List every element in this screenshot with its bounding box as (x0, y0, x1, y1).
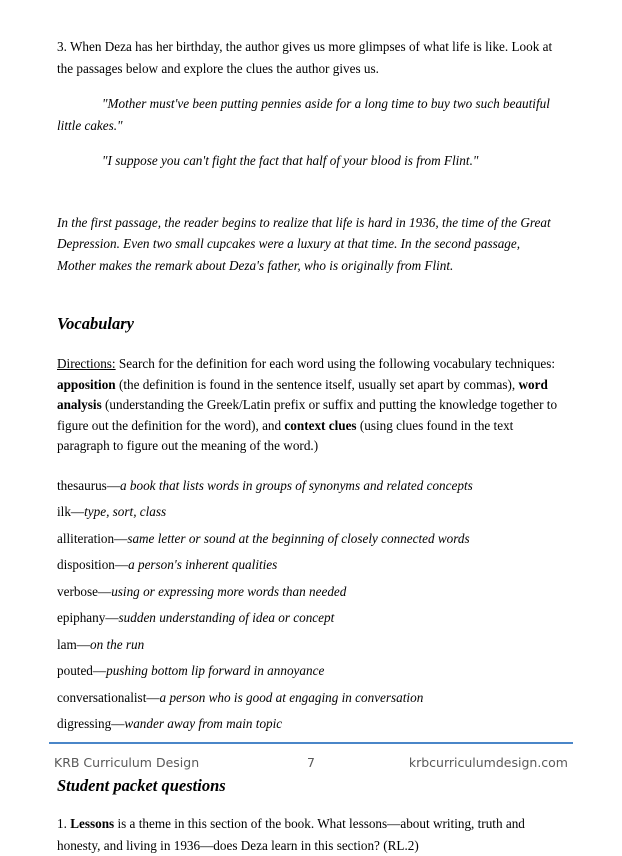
vocabulary-term: verbose (57, 583, 99, 599)
directions-label: Directions: (57, 356, 116, 371)
footer-page-number: 7 (307, 755, 315, 770)
passage-quote-1: "Mother must've been putting pennies aside for a long time to buy two such beautiful little cakes." (57, 96, 550, 133)
directions-part-2: (the definition is found in the sentence itself, usually set apart by commas), (115, 376, 516, 392)
vocabulary-entry (57, 663, 569, 679)
vocabulary-dash: — (70, 504, 85, 519)
vocabulary-definition: same letter or sound at the beginning of closely connected words (127, 530, 470, 546)
footer-row (49, 755, 573, 783)
vocabulary-entry (57, 531, 569, 547)
vocabulary-definition: a book that lists words in groups of synonyms and related concepts (120, 477, 473, 493)
passage-quote-2: "I suppose you can't fight the fact that half of your blood is from Flint." (102, 153, 479, 168)
page-content (57, 36, 569, 856)
vocabulary-section (57, 314, 569, 334)
vocabulary-dash: — (114, 530, 128, 546)
directions-part-3: (understanding the Greek/Latin prefix or suffix and putting the knowledge together to figure out the definition for the word), and (57, 397, 558, 433)
vocabulary-entry (57, 716, 569, 732)
directions-term-context-clues: context clues (284, 417, 357, 433)
vocabulary-entry (57, 557, 569, 573)
vocabulary-dash: — (105, 610, 119, 625)
vocabulary-definition: pushing bottom lip forward in annoyance (106, 663, 325, 678)
vocabulary-term: thesaurus (57, 477, 107, 493)
footer-brand: KRB Curriculum Design (54, 755, 200, 770)
vocabulary-term: ilk (57, 504, 71, 519)
vocabulary-entry (57, 504, 569, 520)
vocabulary-dash: — (106, 477, 120, 493)
vocabulary-term: disposition (57, 557, 115, 572)
vocabulary-dash: — (76, 636, 90, 652)
vocabulary-definition: wander away from main topic (124, 716, 283, 731)
vocabulary-term: pouted (57, 663, 93, 678)
directions-paragraph (57, 354, 569, 457)
vocabulary-definition: sudden understanding of idea or concept (118, 610, 335, 625)
vocabulary-list (57, 478, 569, 733)
vocabulary-definition: type, sort, class (84, 504, 167, 519)
vocabulary-entry (57, 584, 569, 600)
vocabulary-entry (57, 637, 569, 653)
vocabulary-term: conversationalist (57, 689, 147, 705)
vocabulary-definition: using or expressing more words than needed (111, 583, 347, 599)
vocabulary-entry (57, 610, 569, 626)
vocabulary-term: lam (57, 636, 77, 652)
vocabulary-dash: — (146, 689, 160, 705)
directions-term-word-analysis: word analysis (57, 376, 548, 412)
vocabulary-entry (57, 690, 569, 706)
vocabulary-heading: Vocabulary (57, 314, 135, 333)
student-packet-heading: Student packet questions (57, 776, 226, 795)
footer-divider (49, 742, 573, 744)
vocabulary-term: digressing (57, 716, 112, 731)
packet-question-1 (57, 813, 557, 856)
vocabulary-definition: on the run (89, 636, 145, 652)
directions-part-4: (using clues found in the text paragraph to figure out the meaning of the word.) (57, 417, 514, 453)
analysis-block (57, 212, 569, 277)
packet-question-number: 1. (57, 816, 67, 831)
vocabulary-definition: a person who is good at engaging in conversation (159, 689, 424, 705)
directions-block (57, 354, 569, 457)
footer-website: krbcurriculumdesign.com (408, 755, 568, 770)
directions-part-1: Search for the definition for each word using the following vocabulary techniques: (115, 356, 556, 371)
packet-question-text: is a theme in this section of the book. What lessons—about writing, truth and honesty, and living in 1936—does Deza learn in this section? (RL.2) (57, 816, 525, 853)
directions-term-apposition: apposition (57, 376, 116, 392)
packet-question-bold-term: Lessons (70, 816, 115, 831)
vocabulary-term: epiphany (57, 610, 106, 625)
vocabulary-entry (57, 478, 569, 494)
vocabulary-definition: a person's inherent qualities (128, 557, 278, 572)
vocabulary-dash: — (111, 716, 125, 731)
vocabulary-dash: — (114, 557, 129, 572)
vocabulary-dash: — (98, 583, 112, 599)
vocabulary-dash: — (92, 663, 107, 678)
analysis-paragraph: In the first passage, the reader begins to realize that life is hard in 1936, the time of the Great Depression. Even two small cupcakes were a luxury at that time. In the second passage, Mother makes the remark about Deza's father, who is originally from Flint. (57, 214, 551, 273)
vocabulary-term: alliteration (57, 530, 115, 546)
question-3-paragraph: 3. When Deza has her birthday, the author gives us more glimpses of what life is like. Look at the passages below and explore the clues the author gives us. (57, 39, 553, 76)
page-footer (49, 742, 573, 783)
